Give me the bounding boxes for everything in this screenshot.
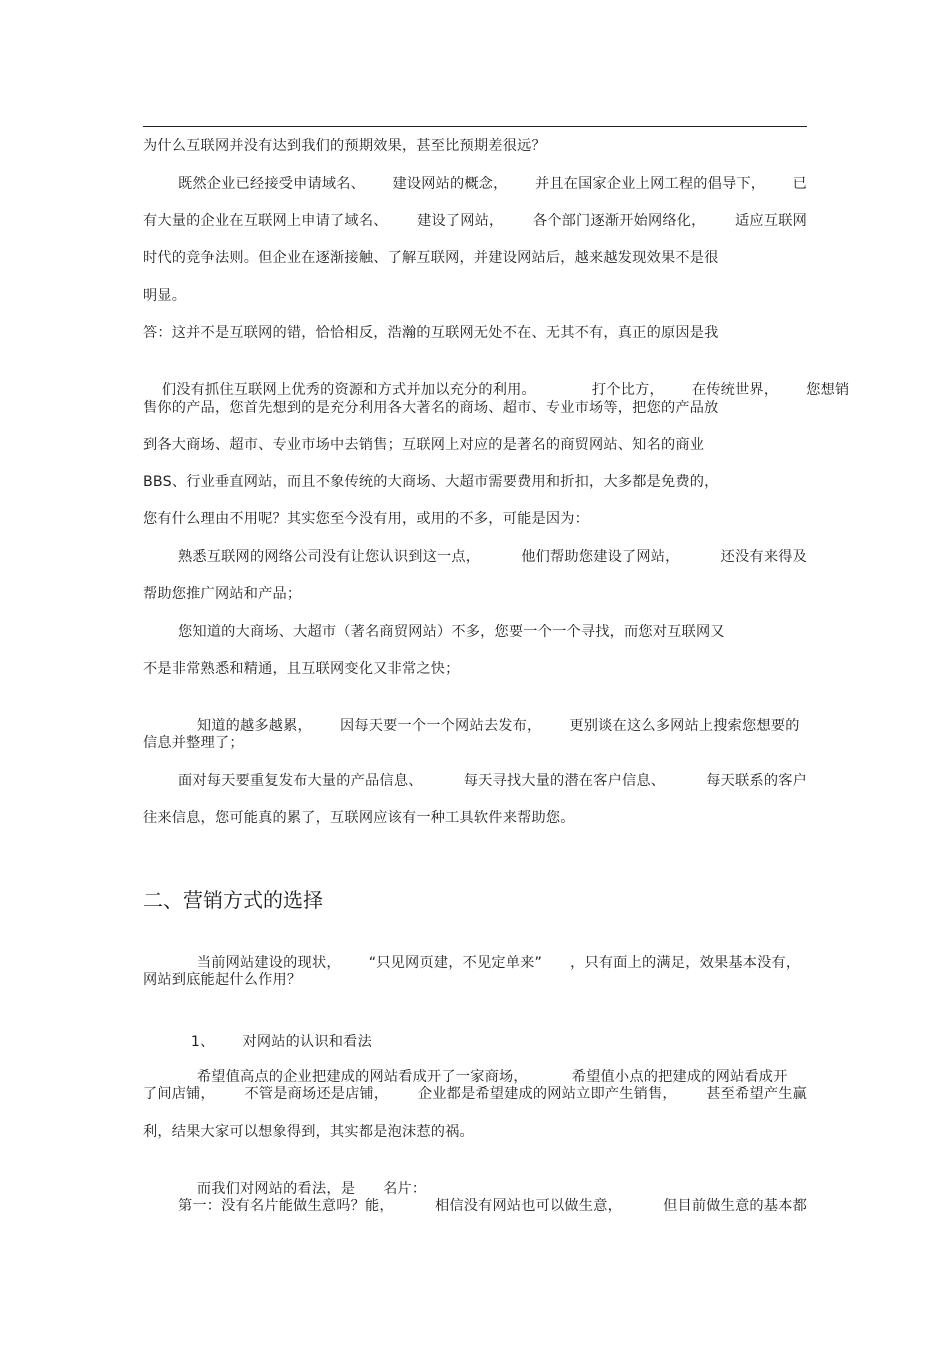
header-rule [143,126,807,127]
paragraph-line [178,174,807,194]
text-segment: 企业都是希望建成的网站立即产生销售， [417,1086,677,1102]
text-segment: 在传统世界， [691,382,779,398]
answer-line: 您有什么理由不用呢？其实您至今没有用，或用的不多，可能是因为： [143,511,590,527]
answer-line: 售你的产品，您首先想到的是充分利用各大著名的商场、超市、专业市场等，把您的产品放 [143,400,719,416]
text-segment: 甚至希望产生赢 [706,1086,807,1102]
text-segment: 每天寻找大量的潜在客户信息、 [463,773,666,789]
paragraph-line [143,1084,807,1104]
text-segment: 熟悉互联网的网络公司没有让您认识到这一点， [178,549,481,565]
text-segment: 打个比方， [591,382,664,398]
text-segment: 而我们对网站的看法，是 [196,1181,356,1197]
text-segment: 第一：没有名片能做生意吗？能， [178,1198,394,1214]
text-segment: 还没有来得及 [720,549,807,565]
answer-line: 到各大商场、超市、专业市场中去销售；互联网上对应的是著名的商贸网站、知名的商业 [143,437,705,453]
reason-line [178,696,800,756]
text-segment: 希望值小点的把建成的网站看成开 [571,1069,788,1085]
reason-line: 帮助您推广网站和产品； [143,586,302,602]
text-segment: 不管是商场还是店铺， [244,1086,389,1102]
text-segment: 希望值高点的企业把建成的网站看成开了一家商场， [196,1069,528,1085]
text-segment: 您想销 [806,382,850,398]
paragraph-line [143,211,807,231]
text-segment: 相信没有网站也可以做生意， [434,1198,622,1214]
answer-line: 答：这并不是互联网的错，恰恰相反，浩瀚的互联网无处不在、无其不有，真正的原因是我 [143,325,719,341]
text-segment: 面对每天要重复发布大量的产品信息、 [178,773,423,789]
question-line: 为什么互联网并没有达到我们的预期效果，甚至比预期差很远？ [143,138,546,154]
text-segment: 知道的越多越累， [196,718,312,734]
text-segment: 当前网站建设的现状， [196,955,341,971]
text-segment: 但目前做生意的基本都 [663,1198,807,1214]
reason-line: 信息并整理了； [143,735,244,751]
text-segment: 他们帮助您建设了网站， [521,549,680,565]
section-heading: 二、营销方式的选择 [143,888,323,912]
paragraph-line: 利，结果大家可以想象得到，其实都是泡沫惹的祸。 [143,1124,474,1140]
paragraph-line: 网站到底能起什么作用？ [143,972,302,988]
text-segment: 既然企业已经接受申请域名、 [178,176,366,192]
text-segment: 们没有抓住互联网上优秀的资源和方式并加以充分的利用。 [161,382,536,398]
paragraph-line: 明显。 [143,288,187,304]
text-segment: 已 [792,176,807,192]
text-segment: 名片： [383,1181,427,1197]
list-item-text: 对网站的认识和看法 [242,1034,372,1050]
text-segment: 并且在国家企业上网工程的倡导下， [534,176,766,192]
reason-line [178,547,807,567]
text-segment: 适应互联网 [735,213,807,229]
text-segment: 有大量的企业在互联网上申请了域名、 [143,213,388,229]
answer-line: BBS、行业垂直网站，而且不象传统的大商场、大超市需要费用和折扣，大多都是免费的， [143,474,719,490]
list-number: 1、 [190,1034,215,1050]
reason-line: 您知道的大商场、大超市（著名商贸网站）不多，您要一个一个寻找，而您对互联网又 [178,624,725,640]
text-segment: 建设网站的概念， [392,176,508,192]
text-segment: 各个部门逐渐开始网络化， [532,213,706,229]
text-segment: “只见网页建，不见定单来” [368,955,543,971]
text-segment: 每天联系的客户 [706,773,807,789]
text-segment: ，只有面上的满足，效果基本没有， [570,955,801,971]
text-segment: 了间店铺， [143,1086,215,1102]
text-segment: 更别谈在这么多网站上搜索您想要的 [569,718,800,734]
text-segment: 建设了网站， [417,213,504,229]
reason-line [178,771,807,791]
paragraph-line: 时代的竞争法则。但企业在逐渐接触、了解互联网，并建设网站后，越来越发现效果不是很 [143,250,719,266]
paragraph-line [178,1196,807,1216]
reason-line: 不是非常熟悉和精通，且互联网变化又非常之快； [143,661,460,677]
text-segment: 因每天要一个一个网站去发布， [339,718,542,734]
reason-line: 往来信息，您可能真的累了，互联网应该有一种工具软件来帮助您。 [143,810,575,826]
